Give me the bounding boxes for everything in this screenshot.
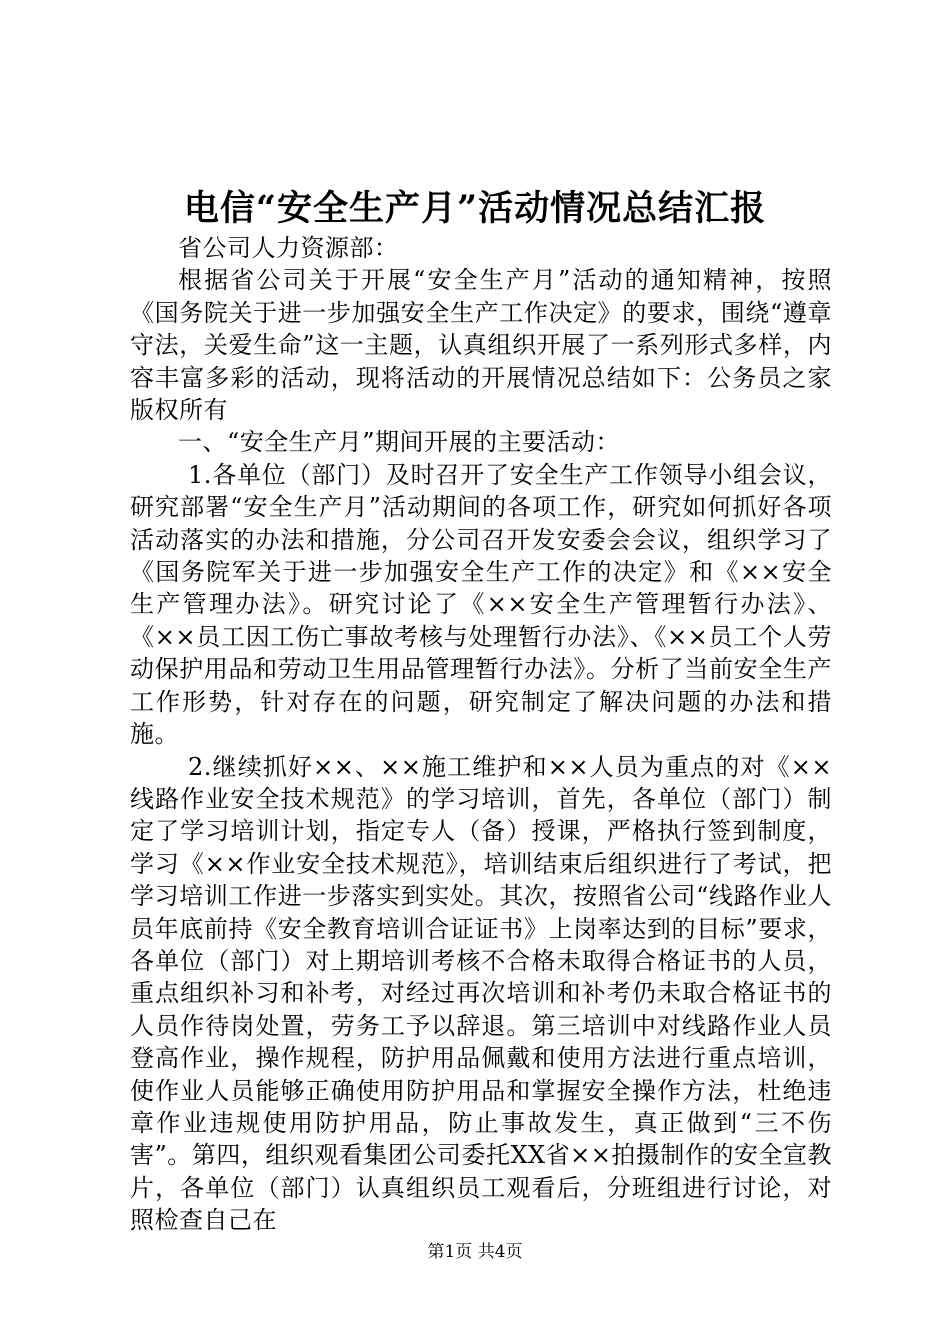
greeting-line: 省公司人力资源部： — [178, 234, 399, 262]
document-body — [130, 232, 832, 1237]
page-number-footer: 第1页 共4页 — [427, 1242, 523, 1262]
item-paragraph-2: 2.继续抓好××、××施工维护和××人员为重点的对《××线路作业安全技术规范》的学习培训，首先，各单位（部门）制定了学习培训计划，指定专人（备）授课，严格执行签到制度，学习《××作业安全技术规范》，培训结束后组织进行了考试，把学习培训工作进一步落实到实处。其次，按照省公司“线路作业人员年底前持《安全教育培训合证证书》上岗率达到的目标”要求，各单位（部门）对上期培训考核不合格未取得合格证书的人员，重点组织补习和补考，对经过再次培训和补考仍未取合格证书的人员作待岗处置，劳务工予以辞退。第三培训中对线路作业人员登高作业，操作规程，防护用品佩戴和使用方法进行重点培训，使作业人员能够正确使用防护用品和掌握安全操作方法，杜绝违章作业违规使用防护用品，防止事故发生，真正做到“三不伤害”。第四，组织观看集团公司委托XX省××拍摄制作的安全宣教片，各单位（部门）认真组织员工观看后，分班组进行讨论，对照检查自己在 — [130, 752, 832, 1235]
intro-paragraph: 根据省公司关于开展“安全生产月”活动的通知精神，按照《国务院关于进一步加强安全生产工作决定》的要求，围绕“遵章守法，关爱生命”这一主题，认真组织开展了一系列形式多样，内容丰富多彩的活动，现将活动的开展情况总结如下：公务员之家版权所有 — [130, 266, 832, 425]
section-heading: 一、“安全生产月”期间开展的主要活动： — [178, 428, 621, 457]
document-title: 电信“安全生产月”活动情况总结汇报 — [183, 188, 767, 229]
item-paragraph-1: 1.各单位（部门）及时召开了安全生产工作领导小组会议，研究部署“安全生产月”活动期间的各项工作，研究如何抓好各项活动落实的办法和措施，分公司召开发安委会会议，组织学习了《国务院军关于进一步加强安全生产工作的决定》和《××安全生产管理办法》。研究讨论了《××安全生产管理暂行办法》、《××员工因工伤亡事故考核与处理暂行办法》、《××员工个人劳动保护用品和劳动卫生用品管理暂行办法》。分析了当前安全生产工作形势，针对存在的问题，研究制定了解决问题的办法和措施。 — [130, 460, 832, 749]
